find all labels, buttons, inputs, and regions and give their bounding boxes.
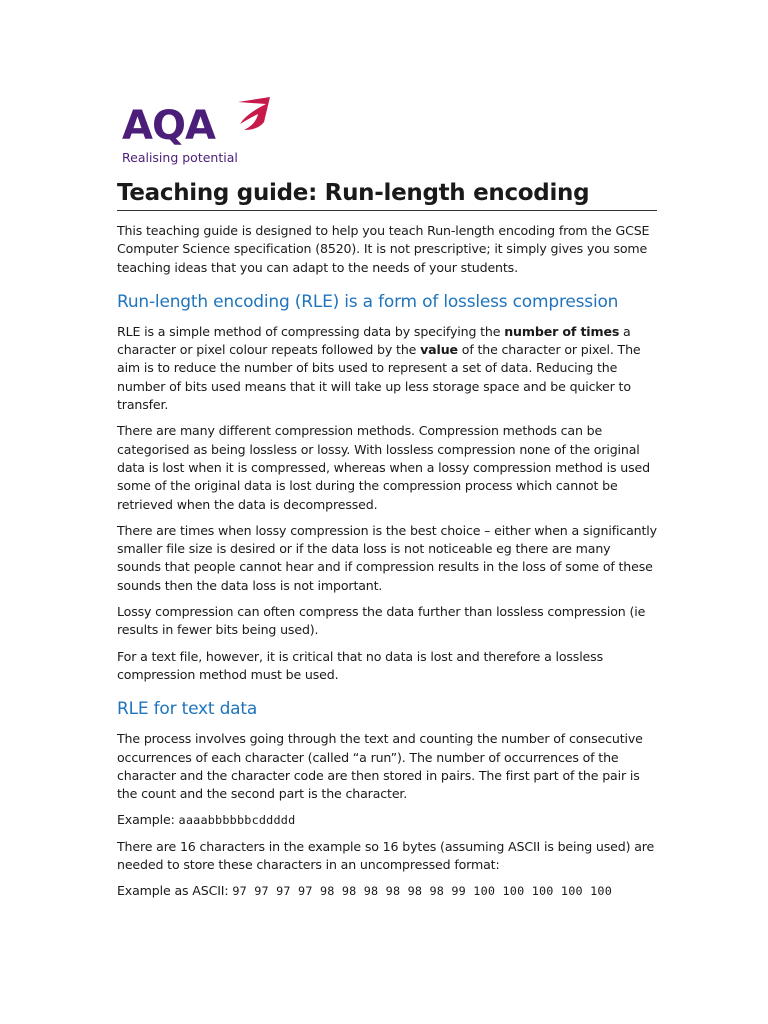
example-string: aaaabbbbbbcddddd bbox=[178, 813, 296, 828]
page-title: Teaching guide: Run-length encoding bbox=[117, 178, 657, 211]
aqa-logo bbox=[118, 94, 278, 168]
ascii-codes: 97 97 97 97 98 98 98 98 98 98 99 100 100 100 100 100 bbox=[232, 884, 613, 899]
bold-number-of-times: number of times bbox=[504, 323, 620, 339]
bold-value: value bbox=[420, 342, 458, 358]
section-heading-rle-text: RLE for text data bbox=[117, 699, 258, 720]
aqa-wordmark: AQA bbox=[122, 103, 215, 149]
compression-methods-paragraph: There are many different compression methods. Compression methods can be categorised as being lossless or lossy. With lossless compression none of the original data is lost when it is compressed, whereas when a lossy compression method is used some of the original data is lost during the compression process which cannot be retrieved when the data is decompressed. bbox=[117, 423, 650, 512]
process-paragraph: The process involves going through the text and counting the number of consecutive occurrences of each character (called “a run”). The number of occurrences of the character and the character code are then stored in pairs. The first part of the pair is the count and the second part is the character. bbox=[117, 731, 643, 802]
document-body bbox=[117, 178, 657, 909]
logo-tagline: Realising potential bbox=[122, 150, 238, 165]
rle-definition-paragraph: RLE is a simple method of compressing data by specifying the number of times a character or pixel colour repeats followed by the value of the character or pixel. The aim is to reduce the number of bits used to represent a set of data. Reducing the number of bits used means that it will take up less storage space and be quicker to transfer. bbox=[117, 323, 641, 413]
section-heading-rle-lossless: Run-length encoding (RLE) is a form of lossless compression bbox=[117, 291, 619, 312]
example-line: Example: aaaabbbbbbcddddd bbox=[117, 812, 296, 828]
lossy-choice-paragraph: There are times when lossy compression is the best choice – either when a significantly smaller file size is desired or if the data loss is not noticeable eg there are many sounds that people cannot hear and if compression results in the loss of some of these sounds then the data loss is not important. bbox=[117, 522, 657, 593]
byte-count-paragraph: There are 16 characters in the example so 16 bytes (assuming ASCII is being used) are needed to store these characters in an uncompressed format: bbox=[117, 838, 655, 873]
intro-paragraph: This teaching guide is designed to help you teach Run-length encoding from the GCSE Computer Science specification (8520). It is not prescriptive; it simply gives you some teaching ideas that you can adapt to the needs of your students. bbox=[117, 223, 650, 275]
lossy-further-paragraph: Lossy compression can often compress the data further than lossless compression (ie results in fewer bits being used). bbox=[117, 604, 646, 638]
text-file-paragraph: For a text file, however, it is critical that no data is lost and therefore a lossless compression method must be used. bbox=[117, 648, 603, 682]
ascii-example-line: Example as ASCII: 97 97 97 97 98 98 98 98 98 98 99 100 100 100 100 100 bbox=[117, 883, 613, 899]
